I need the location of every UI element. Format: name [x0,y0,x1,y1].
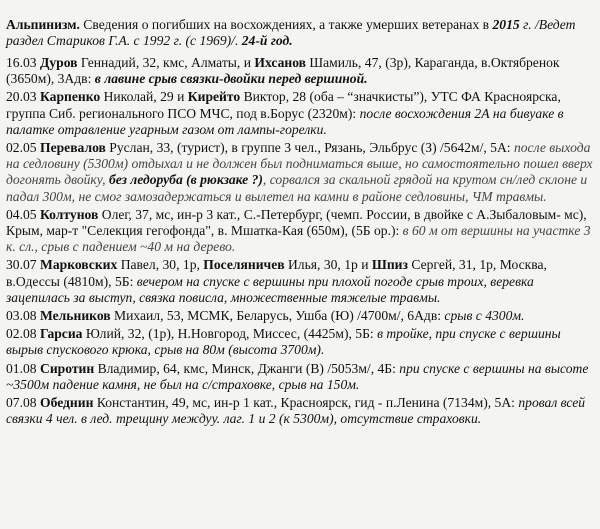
entry-perevalov [6,140,594,205]
header-label: Альпинизм. [6,16,80,32]
entry-text: Руслан, 33, (турист), в группе 3 чел., Рязань, Эльбрус (З) /5642м/, 5А: [105,140,514,156]
entry-text: Сергей, 31, 1р, Москва, в.Одессы (4810м), 5Б: [6,257,547,289]
entry-date: 20.03 [6,89,37,105]
entry-cause: в тройке, при спуске с вершины вырыв спускового крюка, срыв на 80м (высота 3700м). [6,326,561,358]
header-edition: 24-й год. [241,32,293,48]
entry-name: Поселяничев [203,257,285,273]
entry-obednin [6,395,594,427]
entry-name: Перевалов [40,140,106,156]
entry-cause: при спуске с вершины на высоте ~3500м падение камня, не был на с/страховке, срыв на 150м. [6,360,589,392]
entry-date: 07.08 [6,395,37,411]
entry-text: Константин, 49, мс, ин-р 1 кат., Красноярск, гид - п.Ленина (7134м), 5А: [93,395,519,411]
entry-date: 16.03 [6,55,37,70]
entry-date: 04.05 [6,206,37,222]
entry-name: Кирейто [187,89,241,105]
entry-melnikov [6,308,594,324]
entry-cause: после выхода на седловину (5300м) отдыхал и не должен был подниматься выше, но самостоятельно пошел вверх догонять двойку, [6,140,593,188]
entry-cause: после восхождения 2А на бивуаке в палатке отравление угарным газом от лампы-горелки. [6,105,564,137]
entry-name: Мельников [40,308,111,324]
entry-date: 02.05 [6,140,37,156]
entry-name: Сиротин [40,360,95,376]
document-header [6,17,594,49]
entry-cause: в лавине срыв связки-двойки перед вершиной. [94,71,368,87]
entry-durov [6,55,594,87]
entry-date: 01.08 [6,360,37,376]
entry-markovskih [6,257,594,306]
entry-cause: в 60 м от вершины на участке 3 к. сл., срыв с падением ~40 м на дерево. [6,223,591,255]
entry-text: Геннадий, 32, кмс, Алматы, и [77,55,255,70]
entry-text: Николай, 29 и [100,89,188,105]
entry-name: Колтунов [40,206,99,222]
entry-text: Владимир, 64, кмс, Минск, Джанги (В) /5053м/, 4Б: [94,360,400,376]
entry-date: 30.07 [6,257,37,273]
entry-name: Шпиз [371,257,408,273]
entry-name: Марковских [40,257,118,273]
entry-cause: , сорвался за скальной грядой на крутом сн/лед склоне и падал 300м, не смог замозадержаться и вылетел на камни в районе седловины, ЧМ травмы. [6,172,588,204]
entry-name: Карпенко [40,89,101,105]
entry-text: Шамиль, 47, (3р), Караганда, в.Октябренок (3650м), 3Адв: [6,55,560,87]
entry-karpenko [6,89,594,138]
entry-garsia [6,326,594,358]
entry-name: Гарсиа [40,326,83,342]
entry-name: Обеднин [40,395,94,411]
entry-text: Михаил, 53, МСМК, Беларусь, Ушба (Ю) /4700м/, 6Адв: [110,308,445,324]
entry-sirotin [6,361,594,393]
header-text-1: Сведения о погибших на восхождениях, а также умерших ветеранах в [79,16,493,32]
entry-text: Юлий, 32, (1р), Н.Новгород, Миссес, (4425м), 5Б: [82,326,378,342]
entry-date: 03.08 [6,308,37,324]
entry-cause-emphasis: без ледоруба (в рюкзаке ?) [108,172,263,188]
entry-cause: вечером на спуске с вершины при плохой погоде срыв троих, веревка зацепилась за выступ, связка повисла, множественные тяжелые травмы. [6,273,534,305]
entry-text: Олег, 37, мс, ин-р 3 кат., С.-Петербург, (чемп. России, в двойке с А.Зыбаловым- мс), Крым, мар-т "Селекция гегофонда", в. Мшатка-Кая (650м), (5Б ор.): [6,206,587,239]
entry-text: Павел, 30, 1р, [117,257,204,273]
entry-name: Дуров [40,55,78,70]
entry-koltunov [6,207,594,256]
entry-text: Виктор, 28 (оба – “значкисты”), УТС ФА Красноярска, группа Сиб. регионального ПСО МЧС, под в.Борус (2320м): [6,89,561,121]
entry-name: Ихсанов [254,55,306,70]
entry-cause: провал всей связки 4 чел. в лед. трещину междуу. лаг. 1 и 2 (к 5300м), отсутствие страховки. [6,395,586,427]
header-text-2: г. /Ведет раздел Стариков Г.А. с 1992 г. (с 1969)/. [6,16,576,48]
entry-cause: срыв с 4300м. [444,308,525,324]
header-year: 2015 [492,16,520,32]
entry-text: Илья, 30, 1р и [284,257,372,273]
entry-date: 02.08 [6,326,37,342]
